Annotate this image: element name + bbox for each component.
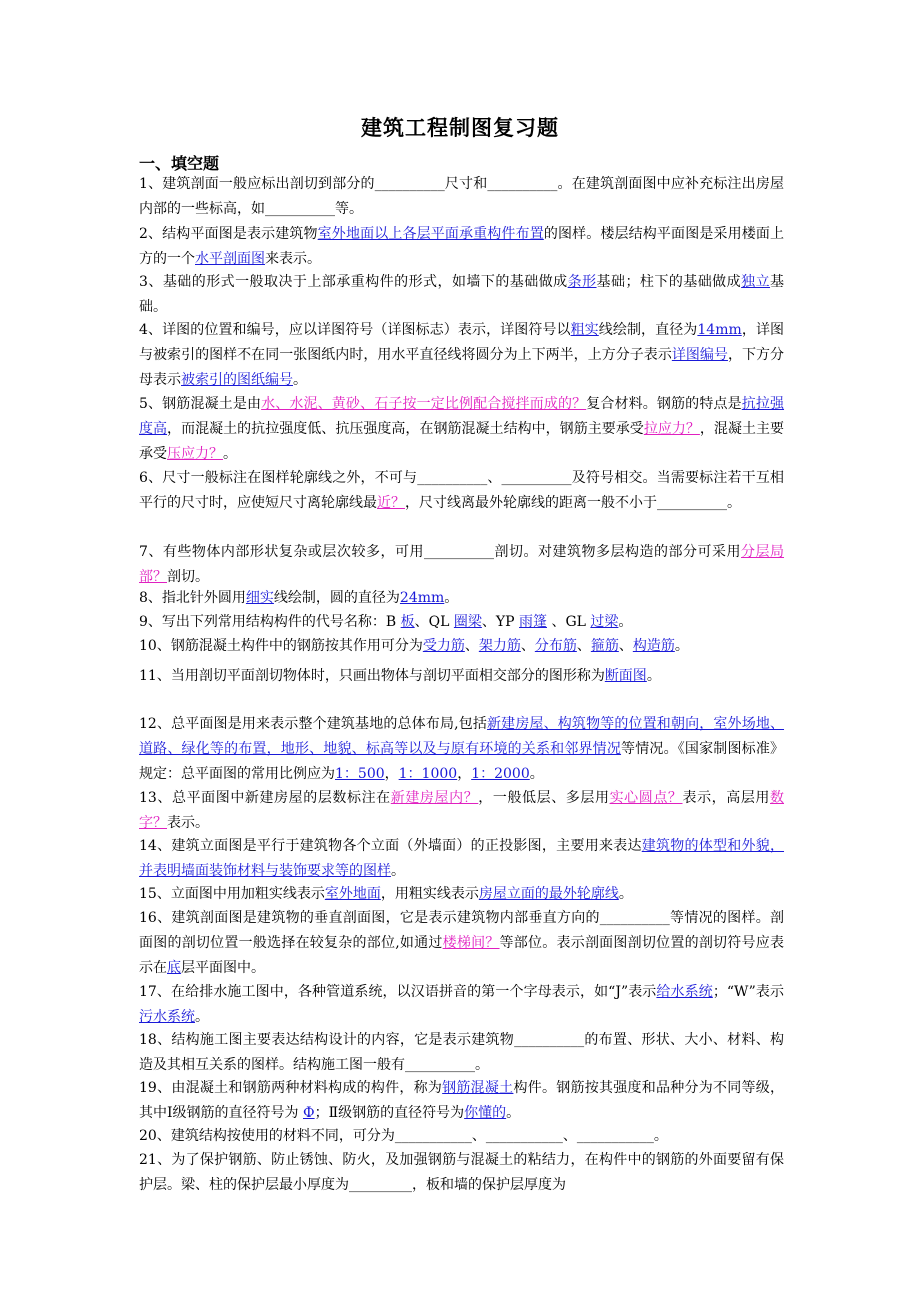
question-item xyxy=(139,980,784,1030)
answer-text: 细实 xyxy=(245,590,274,606)
question-text: 等部位。表示剖面图剖切位置的剖切符号应表示在 xyxy=(139,935,784,976)
question-text: 16、建筑剖面图是建筑物的垂直剖面图，它是表示建筑物内部垂直方向的__________等情况的图样。剖面图的剖切位置一般选择在较复杂的部位,如通过 xyxy=(139,910,784,951)
answer-text: 底 xyxy=(167,960,181,976)
question-text: 15、立面图中用加粗实线表示 xyxy=(139,886,325,902)
answer-text-highlight: 压应力？ xyxy=(167,446,223,462)
question-text: 11、当用剖切平面剖切物体时，只画出物体与剖切平面相交部分的图形称为 xyxy=(139,668,605,684)
question-text: 等情况。《国家制图标准》规定：总平面图的常用比例应为 xyxy=(139,741,785,782)
question-item xyxy=(139,906,784,981)
answer-text: 雨篷 xyxy=(519,614,548,630)
question-text: 基础；柱下的基础做成 xyxy=(596,274,742,290)
question-text: 层平面图中。 xyxy=(181,960,265,976)
answer-text: 抗拉强度高 xyxy=(139,396,785,437)
question-text: 21、为了保护钢筋、防止锈蚀、防火，及加强钢筋与混凝土的粘结力，在构件中的钢筋的外面要留有保护层。梁、柱的保护层最小厚度为_________，板和墙的保护层厚度为 xyxy=(139,1152,784,1193)
question-text: 4、详图的位置和编号，应以详图符号（详图标志）表示，详图符号以 xyxy=(139,322,571,338)
answer-text-highlight: 近？ xyxy=(377,495,405,511)
question-text: ，用粗实线表示 xyxy=(380,886,479,902)
question-text: ， xyxy=(384,766,399,782)
question-item xyxy=(139,172,784,222)
question-text: 1、建筑剖面一般应标出剖切到部分的__________尺寸和__________。在建筑剖面图中应补充标注出房屋内部的一些标高，如__________等。 xyxy=(139,176,784,217)
question-text: 12、总平面图是用来表示整个建筑基地的总体布局,包括 xyxy=(139,716,488,732)
question-text: 20、建筑结构按使用的材料不同，可分为___________、___________、___________。 xyxy=(139,1128,668,1144)
question-text: 。 xyxy=(195,1009,209,1025)
question-text: 17、在给排水施工图中，各种管道系统，以汉语拼音的第一个字母表示，如“J”表示 xyxy=(139,984,657,1000)
question-text: 7、有些物体内部形状复杂或层次较多，可用__________剖切。对建筑物多层构造的部分可采用 xyxy=(139,544,741,560)
question-item xyxy=(139,270,784,320)
question-item xyxy=(139,318,784,393)
answer-text: 构造筋 xyxy=(632,638,675,654)
answer-text: Ф xyxy=(302,1105,315,1121)
question-text: 剖切。 xyxy=(167,569,209,585)
question-text: ，混凝土主要承受 xyxy=(139,421,785,462)
answer-text: 1：2000 xyxy=(471,766,530,782)
answer-text-highlight: 分层局部？ xyxy=(139,544,785,585)
question-text: ， xyxy=(457,766,472,782)
question-item xyxy=(139,392,784,467)
question-text: 来表示。 xyxy=(265,251,321,267)
question-text: ，下方分母表示 xyxy=(139,347,785,388)
question-text: 复合材料。钢筋的特点是 xyxy=(586,396,742,412)
question-item xyxy=(139,634,784,659)
answer-text: 分布筋 xyxy=(534,638,577,654)
answer-text: 过梁 xyxy=(590,614,619,630)
answer-text: 给水系统 xyxy=(656,984,713,1000)
answer-text: 圈梁 xyxy=(453,614,482,630)
question-text: 。 xyxy=(529,766,544,782)
answer-text-highlight: 水、水泥、黄砂、石子按一定比例配合搅拌而成的？ xyxy=(261,396,587,412)
question-item xyxy=(139,222,784,272)
answer-text: 房屋立面的最外轮廓线 xyxy=(478,886,619,902)
answer-text: 14mm xyxy=(697,322,742,338)
question-text: 13、总平面图中新建房屋的层数标注在 xyxy=(139,790,391,806)
answer-text: 箍筋 xyxy=(590,638,619,654)
answer-text: 板 xyxy=(400,614,415,630)
answer-text: 24mm xyxy=(399,590,445,606)
question-text: 14、建筑立面图是平行于建筑物各个立面（外墙面）的正投影图，主要用来表达 xyxy=(139,838,642,854)
answer-text: 新建房屋、构筑物等的位置和朝向，室外场地、道路、绿化等的布置，地形、地貌、标高等以及与原有环境的关系和邻界情况 xyxy=(139,716,785,757)
answer-text: 建筑物的体型和外貌，并表明墙面装饰材料与装饰要求等的图样 xyxy=(139,838,785,879)
answer-text: 室外地面以上各层平面承重构件布置 xyxy=(317,226,544,242)
question-item xyxy=(139,1148,784,1198)
question-item xyxy=(139,786,784,836)
question-item xyxy=(139,1124,784,1149)
question-text: ；“W”表示 xyxy=(712,984,785,1000)
question-text: 、QL xyxy=(414,614,454,630)
question-text: 构件。钢筋按其强度和品种分为不同等级，其中Ⅰ级钢筋的直径符号为 xyxy=(139,1080,785,1121)
question-text: ，详图与被索引的图样不在同一张图纸内时，用水平直径线将圆分为上下两半，上方分子表示 xyxy=(139,322,785,363)
answer-text: 1：500 xyxy=(335,766,385,782)
question-text: ，一般低层、多层用 xyxy=(478,790,610,806)
question-text: 。 xyxy=(293,372,307,388)
question-text: 、GL xyxy=(547,614,591,630)
question-item xyxy=(139,834,784,884)
question-text: 基础。 xyxy=(139,274,785,315)
question-text: 。 xyxy=(674,638,689,654)
page-title: 建筑工程制图复习题 xyxy=(361,116,559,140)
question-text: ，尺寸线离最外轮廓线的距离一般不小于__________。 xyxy=(405,495,741,511)
question-text: 线绘制，圆的直径为 xyxy=(273,590,400,606)
question-item xyxy=(139,466,784,516)
answer-text: 粗实 xyxy=(570,322,599,338)
question-item xyxy=(139,1028,784,1078)
question-text: 。 xyxy=(646,668,661,684)
question-text: 。 xyxy=(391,863,405,879)
question-text: 、 xyxy=(576,638,591,654)
question-text: ；Ⅱ级钢筋的直径符号为 xyxy=(314,1105,465,1121)
answer-text: 室外地面 xyxy=(324,886,381,902)
question-text: 、 xyxy=(618,638,633,654)
answer-text: 污水系统 xyxy=(139,1009,195,1025)
question-text: 表示。 xyxy=(167,815,209,831)
question-text: 18、结构施工图主要表达结构设计的内容，它是表示建筑物__________的布置、形状、大小、材料、构造及其相互关系的图样。结构施工图一般有__________。 xyxy=(139,1032,784,1073)
question-item xyxy=(139,540,784,590)
answer-text: 被索引的图纸编号 xyxy=(181,372,293,388)
question-item xyxy=(139,712,784,787)
answer-text-highlight: 新建房屋内？ xyxy=(390,790,479,806)
question-item xyxy=(139,664,784,689)
question-text: ，而混凝土的抗拉强度低、抗压强度高，在钢筋混凝土结构中，钢筋主要承受 xyxy=(167,421,644,437)
question-text: 。 xyxy=(618,886,633,902)
question-text: 的图样。楼层结构平面图是采用楼面上方的一个 xyxy=(139,226,785,267)
question-text: 线绘制，直径为 xyxy=(598,322,698,338)
question-text: 。 xyxy=(444,590,459,606)
answer-text: 条形 xyxy=(567,274,597,290)
answer-text: 水平剖面图 xyxy=(195,251,265,267)
question-text: 。 xyxy=(618,614,633,630)
question-text: 3、基础的形式一般取决于上部承重构件的形式，如墙下的基础做成 xyxy=(139,274,568,290)
answer-text: 受力筋 xyxy=(422,638,465,654)
question-text: 6、尺寸一般标注在图样轮廓线之外，不可与__________、__________及符号相交。当需要标注若干互相平行的尺寸时，应使短尺寸离轮廓线最 xyxy=(139,470,784,511)
question-text: 、 xyxy=(464,638,479,654)
answer-text-highlight: 拉应力？ xyxy=(643,421,700,437)
answer-text: 断面图 xyxy=(604,668,647,684)
answer-text: 钢筋混凝土 xyxy=(442,1080,514,1096)
answer-text: 你懂的 xyxy=(464,1105,507,1121)
answer-text: 详图编号 xyxy=(671,347,728,363)
question-text: 8、指北针外圆用 xyxy=(139,590,246,606)
section-heading: 一、填空题 xyxy=(139,154,220,173)
answer-text-highlight: 实心圆点？ xyxy=(609,790,683,806)
question-item xyxy=(139,610,784,635)
question-text: 、YP xyxy=(481,614,520,630)
question-text: 2、结构平面图是表示建筑物 xyxy=(139,226,318,242)
answer-text: 1：1000 xyxy=(398,766,458,782)
answer-text-highlight: 楼梯间？ xyxy=(442,935,500,951)
question-text: 。 xyxy=(223,446,237,462)
answer-text: 独立 xyxy=(741,274,771,290)
question-text: 10、钢筋混凝土构件中的钢筋按其作用可分为 xyxy=(139,638,423,654)
question-item xyxy=(139,882,784,907)
question-text: 9、写出下列常用结构构件的代号名称：B xyxy=(139,614,401,630)
answer-text: 架力筋 xyxy=(478,638,521,654)
question-item xyxy=(139,586,784,611)
question-text: 表示，高层用 xyxy=(682,790,771,806)
question-text: 、 xyxy=(520,638,535,654)
question-text: 5、钢筋混凝土是由 xyxy=(139,396,262,412)
question-text: 。 xyxy=(506,1105,521,1121)
question-item xyxy=(139,1076,784,1126)
question-text: 19、由混凝土和钢筋两种材料构成的构件，称为 xyxy=(139,1080,443,1096)
answer-text-highlight: 数字？ xyxy=(139,790,785,831)
